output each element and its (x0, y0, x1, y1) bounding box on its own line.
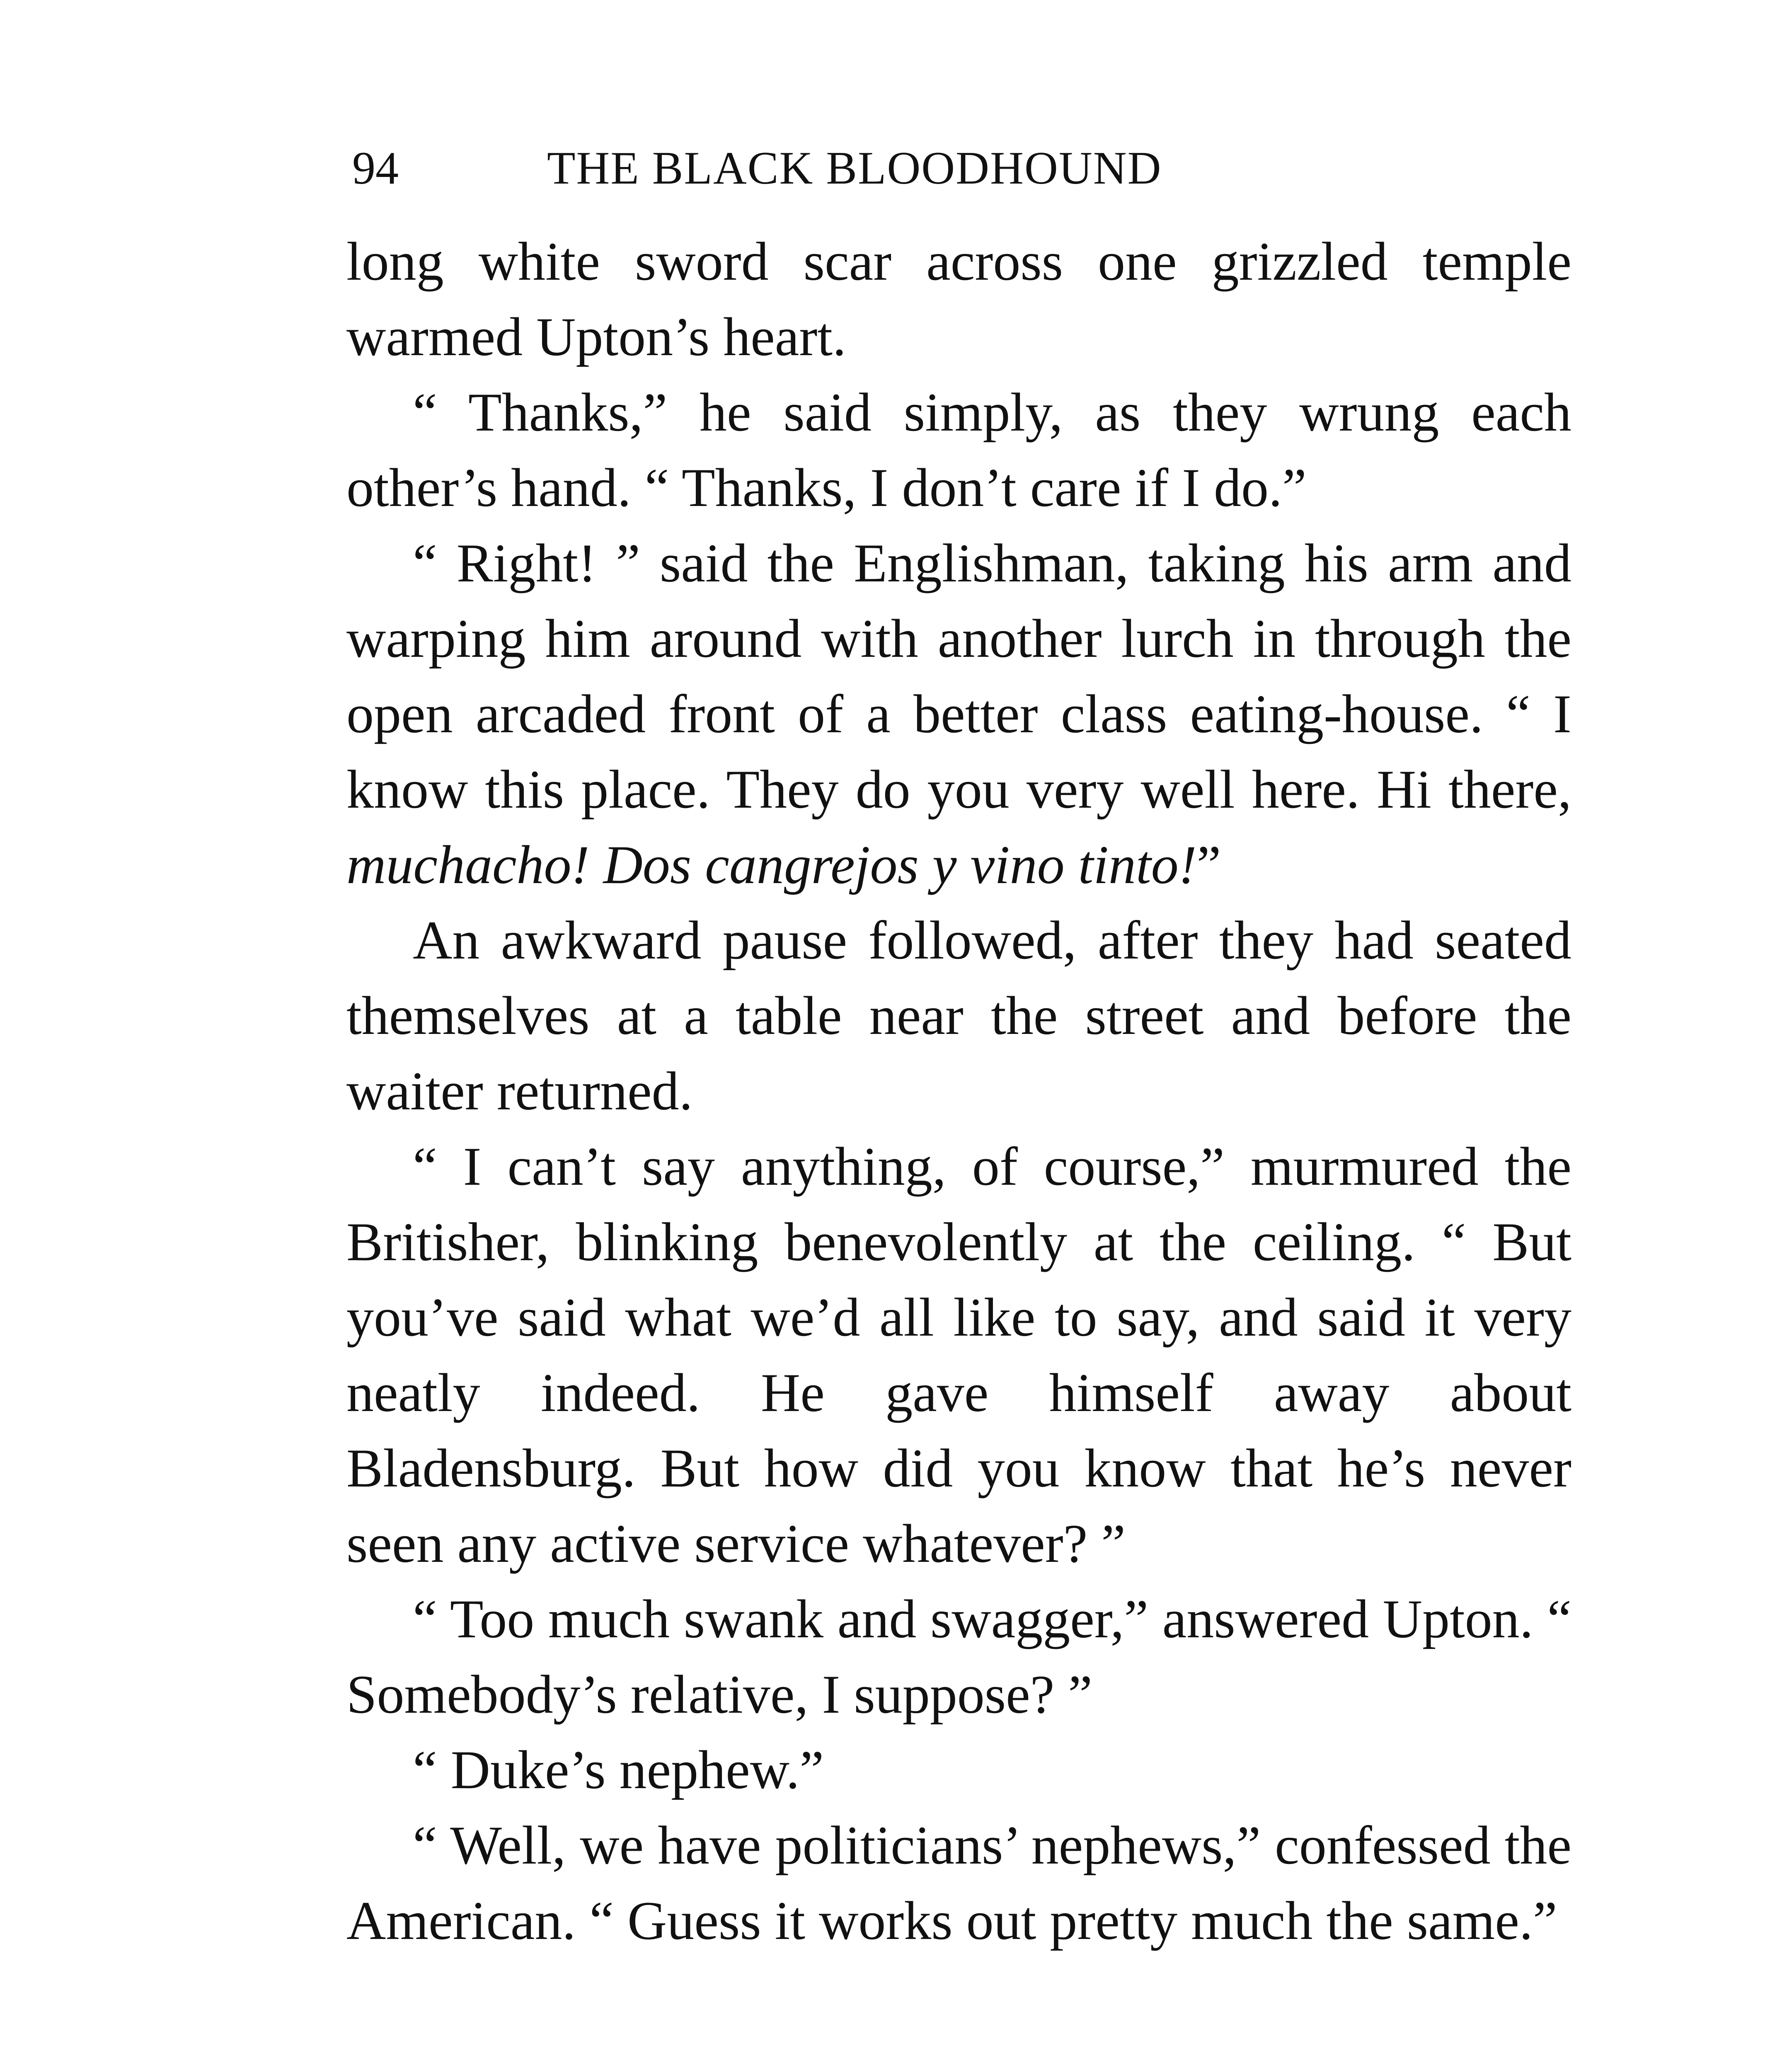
paragraph: long white sword scar across one grizzled temple warmed Upton’s heart. (346, 231, 1571, 367)
page-number: 94 (352, 143, 399, 194)
paragraph: “ Too much swank and swagger,” answered Upton. “ Somebody’s relative, I suppose? ” (346, 1588, 1571, 1725)
paragraph: “ Well, we have politicians’ nephews,” confessed the American. “ Guess it works out pretty much the same.” (346, 1815, 1571, 1951)
paragraph-text: “ Right! ” said the Englishman, taking his arm and warping him around with another lurch in through the open arcaded front of a better class eating-house. “ I know this place. They do you very well here. Hi there, (346, 533, 1571, 820)
paragraph: “ Thanks,” he said simply, as they wrung each other’s hand. “ Thanks, I don’t care if I do.” (346, 382, 1571, 518)
paragraph: “ I can’t say anything, of course,” murmured the Britisher, blinking benevolently at the ceiling. “ But you’ve said what we’d all like to say, and said it very neatly indeed. He gave himself away about Bladensburg. But how did you know that he’s never seen any active service whatever? ” (346, 1136, 1571, 1574)
closing-quote: ” (1196, 834, 1221, 895)
body-text (346, 224, 1571, 1958)
running-head (352, 135, 1380, 201)
paragraph: “ Duke’s nephew.” (413, 1739, 824, 1800)
running-title: THE BLACK BLOODHOUND (547, 143, 1162, 194)
paragraph: An awkward pause followed, after they had seated themselves at a table near the street and before the waiter returned. (346, 910, 1571, 1121)
paragraph (346, 525, 1571, 903)
spanish-phrase: muchacho! Dos cangrejos y vino tinto! (346, 834, 1197, 895)
